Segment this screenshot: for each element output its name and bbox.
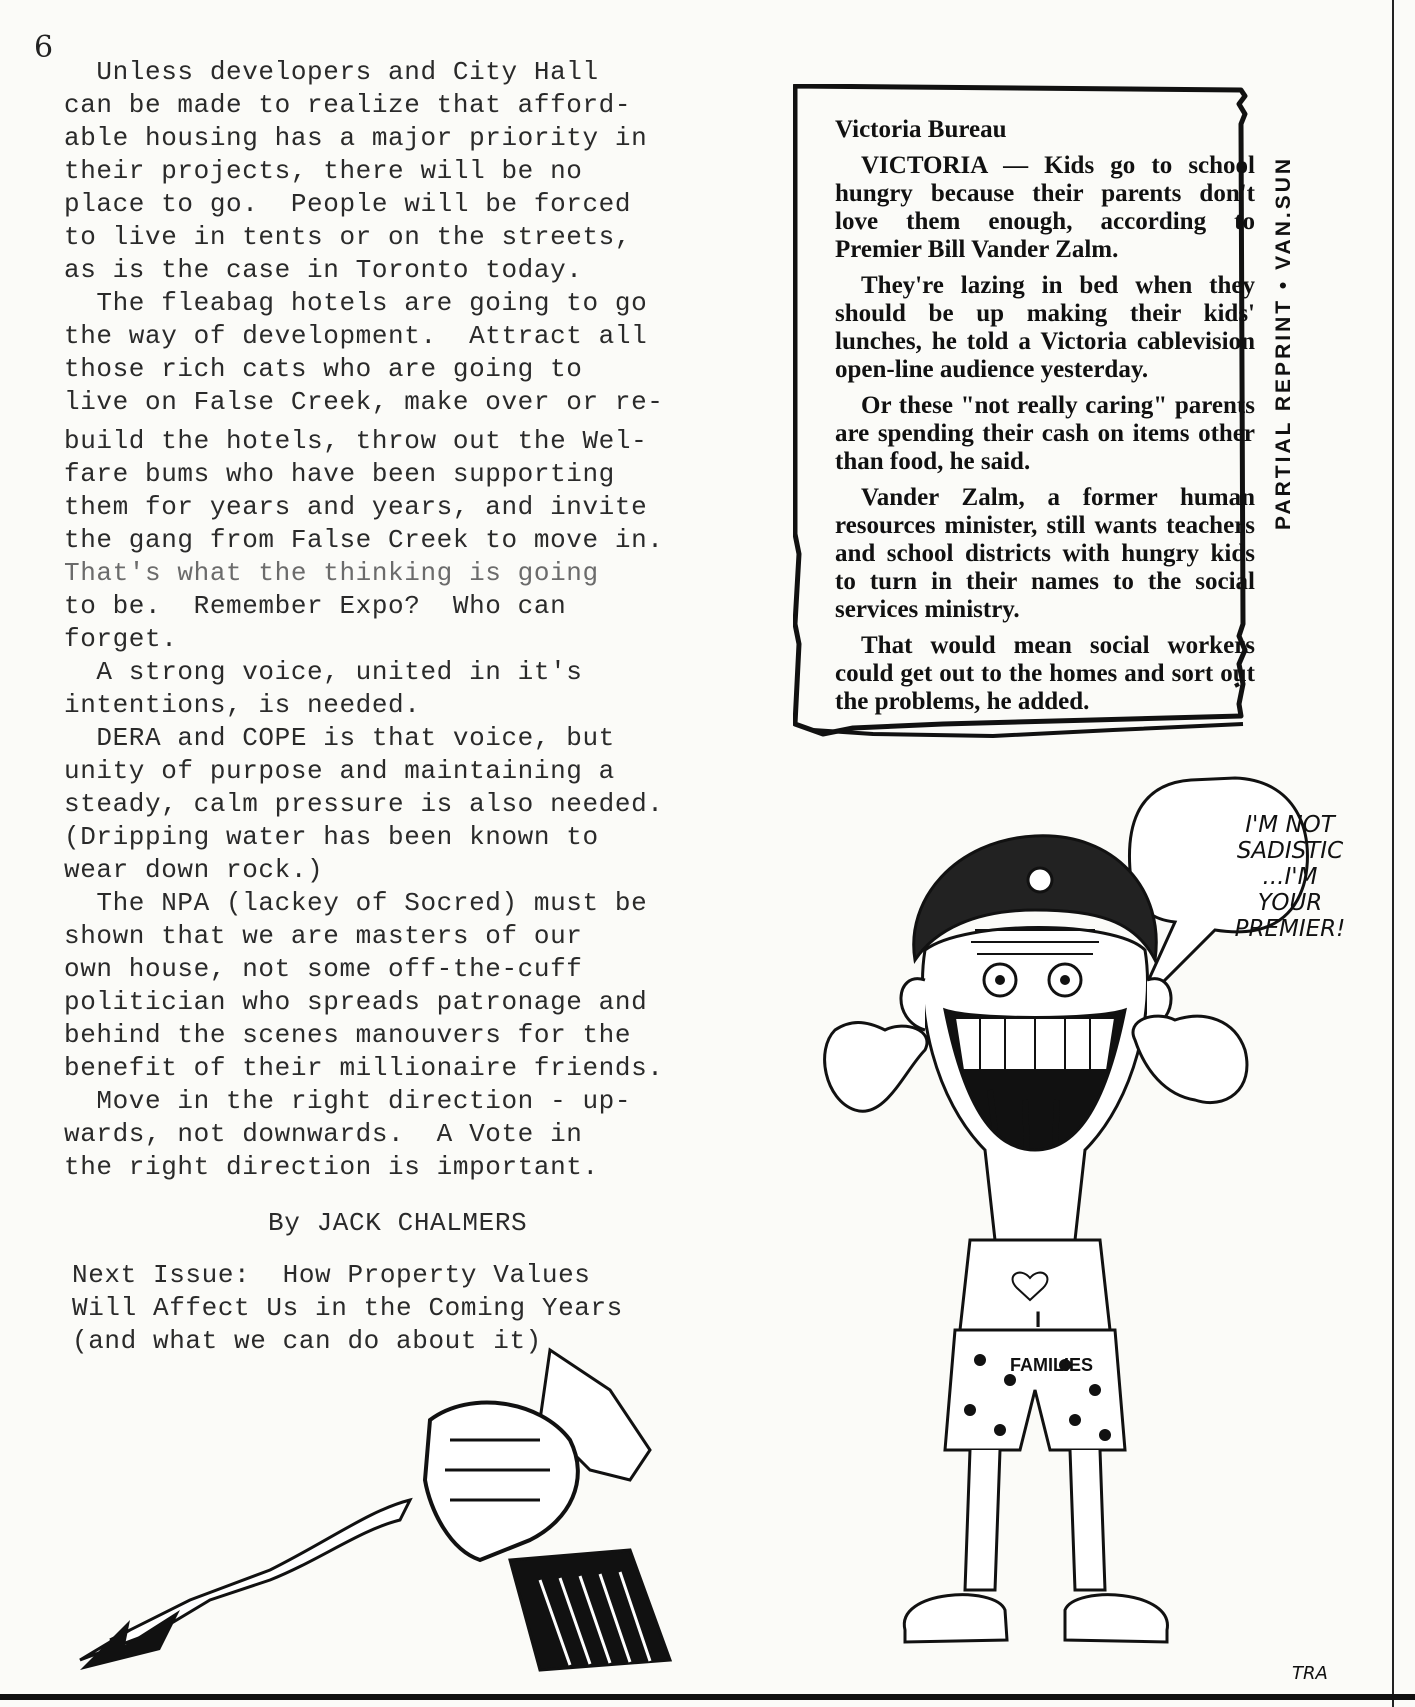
article-line: to live in tents or on the streets, [64,222,632,252]
right-hand-baby [1133,1016,1247,1102]
article-line: the right direction is important. [64,1152,599,1182]
speech-line: PREMIER! [1234,916,1346,942]
right-sandal [1065,1595,1167,1642]
article-line: (Dripping water has been known to [64,822,599,852]
article-line: fare bums who have been supporting [64,459,615,489]
page-bottom-edge [0,1694,1415,1700]
article-line: benefit of their millionaire friends. [64,1053,664,1083]
shirt-families-text: FAMILIES [1010,1355,1094,1375]
hand-with-money-illustration [70,1330,710,1680]
article-line: can be made to realize that afford- [64,90,632,120]
article-line: wards, not downwards. A Vote in [64,1119,583,1149]
article-line: A strong voice, united in it's [64,657,583,687]
article-line: shown that we are masters of our [64,921,583,951]
lightning-bolt [80,1610,200,1670]
next-issue-line: Next Issue: How Property Values [72,1260,591,1290]
left-leg [965,1450,1000,1590]
article-line: Unless developers and City Hall [64,57,599,87]
article-line: unity of purpose and maintaining a [64,756,615,786]
hair-curl [1028,868,1052,892]
left-hand-baby [825,1023,927,1112]
next-issue-line: (and what we can do about it) [72,1326,542,1356]
next-issue-line: Will Affect Us in the Coming Years [72,1293,623,1323]
right-leg [1070,1450,1105,1590]
article-line: as is the case in Toronto today. [64,255,583,285]
speech-line: SADISTIC [1236,838,1344,864]
artist-signature: TRA [1292,1663,1328,1684]
article-line: live on False Creek, make over or re- [64,387,664,417]
partial-reprint-label: PARTIAL REPRINT • VAN.SUN [1272,155,1295,530]
clipping-paragraph: VICTORIA — Kids go to school hungry because their parents don't love them enough, according to Premier Bill Vander Zalm. [835,152,1255,263]
clipping-paragraph: That would mean social workers could get out to the homes and sort out the problems, he added. [835,632,1255,715]
article-line: steady, calm pressure is also needed. [64,789,664,819]
page-right-edge [1392,0,1394,1707]
article-line: place to go. People will be forced [64,189,632,219]
fist [425,1403,578,1560]
article-line: politician who spreads patronage and [64,987,648,1017]
left-sandal [904,1595,1007,1642]
speech-line: ...I'M [1262,864,1318,890]
article-line: forget. [64,624,178,654]
article-body [64,56,704,1184]
page-number: 6 [34,30,54,65]
article-line: build the hotels, throw out the Wel- [64,426,648,456]
article-line: The fleabag hotels are going to go [64,288,648,318]
clipping-text [835,116,1255,724]
shirt-top-text: I [1035,1307,1042,1332]
article-line: The NPA (lackey of Socred) must be [64,888,648,918]
article-line: their projects, there will be no [64,156,583,186]
left-ear [901,979,925,1030]
article-line: wear down rock.) [64,855,324,885]
article-line: That's what the thinking is going [64,558,599,588]
article-line: those rich cats who are going to [64,354,583,384]
clipping-paragraph: Vander Zalm, a former human resources minister, still wants teachers and school districts with hungry kids to turn in their names to the social services ministry. [835,484,1255,623]
shirt-text [1010,1307,1094,1376]
skeletal-hand [80,1500,410,1660]
byline: By JACK CHALMERS [268,1208,528,1238]
article-line: DERA and COPE is that voice, but [64,723,615,753]
article-line: to be. Remember Expo? Who can [64,591,567,621]
speech-line: YOUR [1257,890,1323,916]
speech-line: I'M NOT [1245,812,1335,838]
article-line: Move in the right direction - up- [64,1086,632,1116]
clipping-bureau: Victoria Bureau [835,116,1007,143]
article-line: intentions, is needed. [64,690,421,720]
newspaper-clipping [793,84,1313,744]
article-line: own house, not some off-the-cuff [64,954,583,984]
article-line: able housing has a major priority in [64,123,648,153]
speech-bubble-text [1215,812,1365,942]
article-line: the gang from False Creek to move in. [64,525,664,555]
clipping-paragraph: Or these "not really caring" parents are spending their cash on items other than food, he said. [835,392,1255,475]
article-line: them for years and years, and invite [64,492,648,522]
article-line: behind the scenes manouvers for the [64,1020,632,1050]
clipping-paragraph: They're lazing in bed when they should be up making their kids' lunches, he told a Victoria cablevision open-line audience yesterday. [835,272,1255,383]
article-line: the way of development. Attract all [64,321,648,351]
